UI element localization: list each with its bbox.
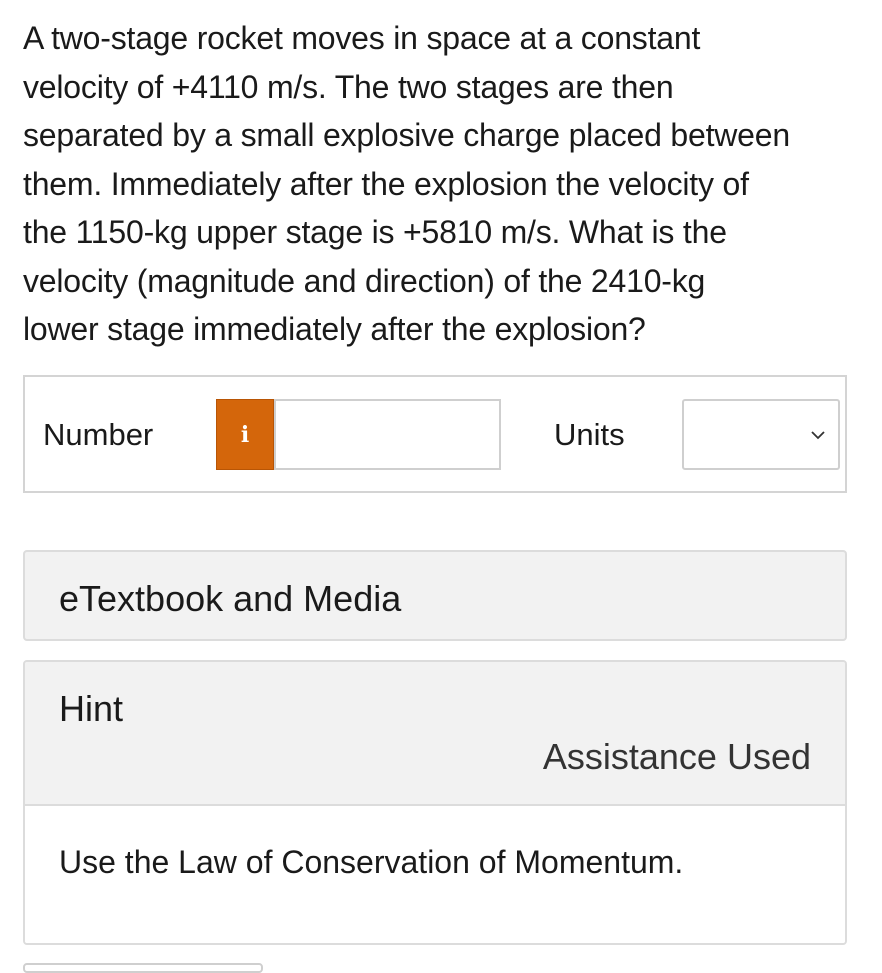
question-text — [23, 14, 853, 354]
info-glyph: i — [240, 421, 250, 448]
question-line: the 1150-kg upper stage is +5810 m/s. What is the — [23, 214, 727, 250]
question-line: them. Immediately after the explosion the velocity of — [23, 165, 749, 202]
hint-title: Hint — [59, 688, 124, 729]
number-input[interactable] — [274, 399, 501, 470]
info-icon[interactable] — [216, 399, 274, 470]
question-line: separated by a small explosive charge placed between — [23, 117, 790, 153]
question-line: velocity of +4110 m/s. The two stages are then — [23, 68, 674, 105]
number-label: Number — [43, 417, 154, 452]
next-panel-edge — [23, 963, 263, 973]
question-line: velocity (magnitude and direction) of the 2410-kg — [23, 262, 706, 299]
hint-text: Use the Law of Conservation of Momentum. — [59, 844, 684, 880]
chevron-down-icon — [810, 427, 826, 443]
hint-header[interactable] — [25, 662, 845, 806]
question-line: lower stage immediately after the explosion? — [23, 311, 646, 347]
units-label: Units — [554, 417, 625, 452]
units-select[interactable] — [682, 399, 840, 470]
etextbook-title: eTextbook and Media — [59, 578, 402, 619]
assistance-used-label: Assistance Used — [542, 736, 811, 777]
hint-body — [25, 806, 845, 945]
hint-panel — [23, 660, 847, 945]
etextbook-panel[interactable] — [23, 550, 847, 641]
question-line: A two-stage rocket moves in space at a constant — [23, 20, 701, 56]
answer-box — [23, 375, 847, 493]
